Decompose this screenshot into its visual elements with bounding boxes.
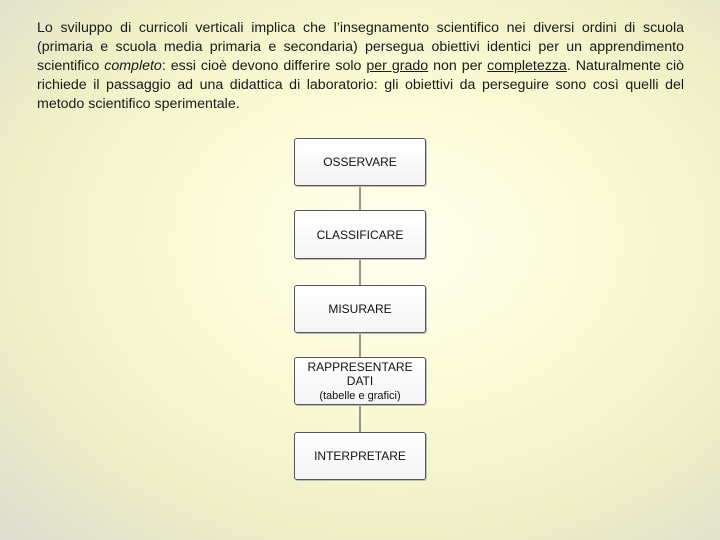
step-classificare xyxy=(294,210,426,259)
intro-underline-completezza: completezza xyxy=(487,58,567,74)
intro-text-4: . Naturalmente ciò richiede il passaggio ad una didattica di laboratorio: gli obiettivi da perseguire sono così quelli del metodo scientifico sperimentale. xyxy=(37,58,684,112)
intro-text-2: : essi cioè devono differire solo xyxy=(161,58,367,74)
step-misurare xyxy=(294,285,426,333)
step-label: OSSERVARE xyxy=(323,155,397,169)
step-label: MISURARE xyxy=(328,302,392,316)
step-interpretare xyxy=(294,432,426,480)
step-osservare xyxy=(294,138,426,186)
intro-italic-word: completo xyxy=(104,58,162,74)
step-rappresentare-dati xyxy=(294,357,426,405)
intro-text-1: Lo sviluppo di curricoli verticali implica che l’insegnamento scientifico nei diversi ordini di scuola (primaria e scuola media primaria e secondaria) persegua obiettivi identici per un apprendimento scientifico xyxy=(37,20,684,74)
step-label: CLASSIFICARE xyxy=(316,227,404,242)
intro-text-3: non per xyxy=(428,58,488,74)
step-note: (tabelle e grafici) xyxy=(319,389,401,402)
step-label: INTERPRETARE xyxy=(314,449,406,463)
step-label: RAPPRESENTARE DATI xyxy=(307,359,413,388)
intro-underline-grado: per grado xyxy=(366,58,429,74)
